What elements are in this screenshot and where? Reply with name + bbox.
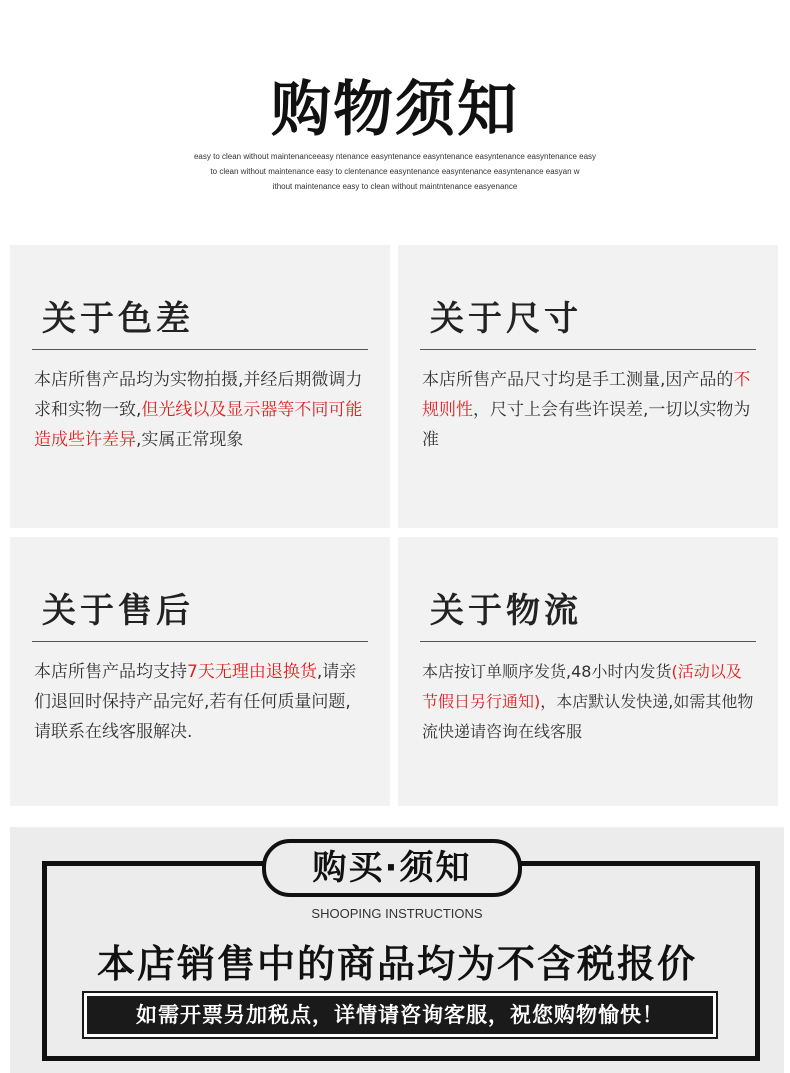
card-heading: 关于色差 (42, 299, 194, 339)
divider (32, 641, 368, 642)
subtitle-line-3: ithout maintenance easy to clean without maintntenance easyenance (272, 182, 518, 191)
card-text: 本店所售产品均支持7天无理由退换货,请亲们退回时保持产品完好,若有任何质量问题,请联系在线客服解决. (34, 662, 357, 742)
card-text: 本店所售产品尺寸均是手工测量,因产品的不规则性，尺寸上会有些许误差,一切以实物为准 (422, 370, 751, 450)
card-text: 本店所售产品均为实物拍摄,并经后期微调力求和实物一致,但光线以及显示器等不同可能造成些许差异,实属正常现象 (34, 370, 363, 450)
card-heading: 关于尺寸 (430, 299, 582, 339)
card-highlight: 不规则性 (422, 370, 751, 420)
card-highlight: 但光线以及显示器等不同可能造成些许差异 (34, 400, 363, 450)
notice-headline: 本店销售中的商品均为不含税报价 (96, 942, 697, 986)
card-text: 本店按订单顺序发货,48小时内发货(活动以及节假日另行通知)，本店默认发快递,如需其他物流快递请咨询在线客服 (422, 662, 754, 741)
card-highlight: (活动以及节假日另行通知) (422, 662, 742, 711)
divider (32, 349, 368, 350)
card-heading: 关于售后 (42, 591, 194, 631)
notice-bar: 如需开票另加税点，详情请咨询客服，祝您购物愉快！ (84, 993, 716, 1037)
card-highlight: 7天无理由退换货 (187, 662, 317, 682)
notice-english-subtitle: SHOOPING INSTRUCTIONS (311, 906, 483, 921)
card-size (398, 245, 778, 528)
page-title: 购物须知 (271, 75, 519, 145)
subtitle-line-1: easy to clean without maintenanceeasy ntenance easyntenance easyntenance easyntenance easyntenance easy (193, 152, 597, 161)
divider (420, 641, 756, 642)
card-color-difference (10, 245, 390, 528)
divider (420, 349, 756, 350)
card-heading: 关于物流 (430, 591, 582, 631)
subtitle-line-2: to clean without maintenance easy to clentenance easyntenance easyntenance easyntenance easyan w (210, 167, 580, 176)
purchase-notice-banner (10, 827, 784, 1073)
notice-pill-title: 购买·须知 (262, 839, 522, 897)
card-logistics (398, 537, 778, 806)
card-after-sales (10, 537, 390, 806)
